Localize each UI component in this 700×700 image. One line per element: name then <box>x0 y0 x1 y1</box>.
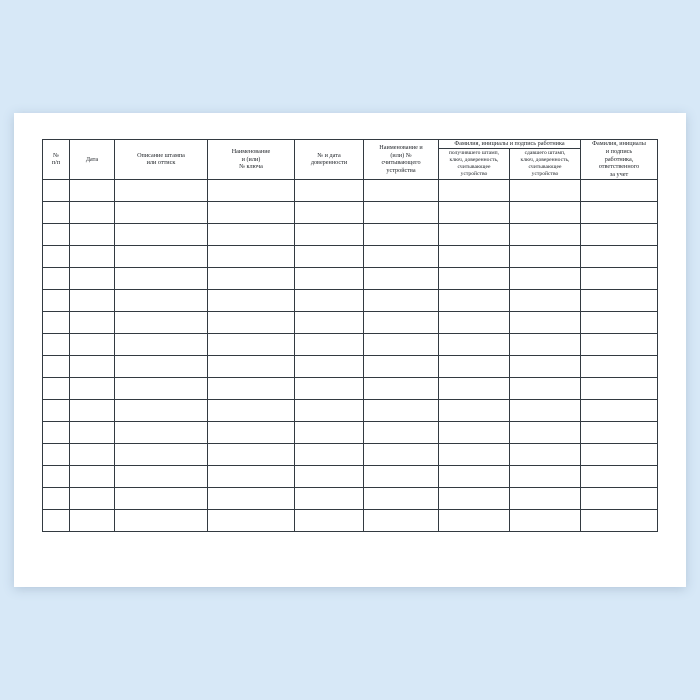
table-cell[interactable] <box>510 179 581 201</box>
table-cell[interactable] <box>208 509 295 531</box>
table-cell[interactable] <box>70 201 115 223</box>
table-cell[interactable] <box>208 487 295 509</box>
table-cell[interactable] <box>70 355 115 377</box>
table-row <box>43 487 658 509</box>
column-header-worker-giver: сдавшего штамп, ключ, доверенность, считывающее устройство <box>510 149 581 180</box>
table-cell[interactable] <box>581 333 658 355</box>
table-row <box>43 355 658 377</box>
table-cell[interactable] <box>295 465 364 487</box>
table-cell[interactable] <box>581 465 658 487</box>
table-cell[interactable] <box>208 355 295 377</box>
table-cell[interactable] <box>43 311 70 333</box>
table-cell[interactable] <box>295 509 364 531</box>
table-row <box>43 245 658 267</box>
table-cell[interactable] <box>208 311 295 333</box>
table-cell[interactable] <box>43 245 70 267</box>
table-row <box>43 377 658 399</box>
table-cell[interactable] <box>439 443 510 465</box>
table-cell[interactable] <box>115 487 208 509</box>
table-cell[interactable] <box>208 377 295 399</box>
table-cell[interactable] <box>364 421 439 443</box>
table-cell[interactable] <box>295 487 364 509</box>
table-cell[interactable] <box>581 201 658 223</box>
table-cell[interactable] <box>208 201 295 223</box>
table-cell[interactable] <box>43 465 70 487</box>
table-cell[interactable] <box>43 223 70 245</box>
table-cell[interactable] <box>295 289 364 311</box>
table-row <box>43 333 658 355</box>
table-cell[interactable] <box>439 465 510 487</box>
table-cell[interactable] <box>364 465 439 487</box>
table-cell[interactable] <box>115 443 208 465</box>
table-cell[interactable] <box>115 289 208 311</box>
table-cell[interactable] <box>439 509 510 531</box>
table-cell[interactable] <box>581 223 658 245</box>
table-cell[interactable] <box>70 223 115 245</box>
table-row <box>43 421 658 443</box>
table-cell[interactable] <box>364 311 439 333</box>
table-cell[interactable] <box>439 223 510 245</box>
table-cell[interactable] <box>115 267 208 289</box>
column-header-date: Дата <box>70 140 115 180</box>
table-cell[interactable] <box>510 311 581 333</box>
column-header-worker-receiver: получившего штамп, ключ, доверенность, считывающее устройство <box>439 149 510 180</box>
table-cell[interactable] <box>581 377 658 399</box>
table-cell[interactable] <box>581 245 658 267</box>
table-cell[interactable] <box>208 399 295 421</box>
table-cell[interactable] <box>581 289 658 311</box>
table-cell[interactable] <box>43 399 70 421</box>
table-cell[interactable] <box>115 311 208 333</box>
table-cell[interactable] <box>115 421 208 443</box>
table-header <box>43 140 658 180</box>
table-cell[interactable] <box>510 355 581 377</box>
table-cell[interactable] <box>510 201 581 223</box>
table-cell[interactable] <box>364 201 439 223</box>
journal-table-wrapper <box>42 139 658 532</box>
table-row <box>43 509 658 531</box>
paper-page <box>14 113 686 587</box>
table-cell[interactable] <box>439 201 510 223</box>
column-header-num: № п/п <box>43 140 70 180</box>
table-cell[interactable] <box>364 267 439 289</box>
table-row <box>43 289 658 311</box>
table-cell[interactable] <box>439 289 510 311</box>
table-cell[interactable] <box>439 399 510 421</box>
table-cell[interactable] <box>295 399 364 421</box>
table-cell[interactable] <box>295 333 364 355</box>
table-cell[interactable] <box>510 443 581 465</box>
table-cell[interactable] <box>364 399 439 421</box>
table-cell[interactable] <box>510 421 581 443</box>
table-cell[interactable] <box>115 399 208 421</box>
table-cell[interactable] <box>43 333 70 355</box>
table-cell[interactable] <box>115 179 208 201</box>
table-cell[interactable] <box>510 509 581 531</box>
table-cell[interactable] <box>208 333 295 355</box>
journal-table <box>42 139 658 532</box>
table-cell[interactable] <box>43 289 70 311</box>
table-cell[interactable] <box>43 377 70 399</box>
table-cell[interactable] <box>510 465 581 487</box>
table-cell[interactable] <box>70 311 115 333</box>
table-cell[interactable] <box>208 421 295 443</box>
table-cell[interactable] <box>439 421 510 443</box>
table-cell[interactable] <box>439 311 510 333</box>
table-cell[interactable] <box>115 355 208 377</box>
table-cell[interactable] <box>70 487 115 509</box>
column-header-keyname: Наименование и (или) № ключа <box>208 140 295 180</box>
table-cell[interactable] <box>581 311 658 333</box>
table-cell[interactable] <box>295 223 364 245</box>
table-cell[interactable] <box>439 267 510 289</box>
table-cell[interactable] <box>115 509 208 531</box>
table-cell[interactable] <box>115 333 208 355</box>
table-row <box>43 311 658 333</box>
table-cell[interactable] <box>364 443 439 465</box>
table-cell[interactable] <box>43 201 70 223</box>
table-cell[interactable] <box>510 245 581 267</box>
table-cell[interactable] <box>43 443 70 465</box>
table-cell[interactable] <box>295 245 364 267</box>
table-cell[interactable] <box>208 179 295 201</box>
table-cell[interactable] <box>364 179 439 201</box>
table-cell[interactable] <box>581 421 658 443</box>
table-row <box>43 201 658 223</box>
table-cell[interactable] <box>115 223 208 245</box>
table-cell[interactable] <box>364 377 439 399</box>
table-cell[interactable] <box>510 267 581 289</box>
table-cell[interactable] <box>510 333 581 355</box>
table-cell[interactable] <box>581 399 658 421</box>
table-cell[interactable] <box>208 267 295 289</box>
table-cell[interactable] <box>70 443 115 465</box>
table-cell[interactable] <box>43 509 70 531</box>
table-cell[interactable] <box>295 311 364 333</box>
column-header-stamp: Описание штампа или оттиск <box>115 140 208 180</box>
table-cell[interactable] <box>43 421 70 443</box>
table-cell[interactable] <box>581 179 658 201</box>
table-row <box>43 443 658 465</box>
table-row <box>43 465 658 487</box>
table-cell[interactable] <box>510 223 581 245</box>
table-cell[interactable] <box>364 333 439 355</box>
table-cell[interactable] <box>70 179 115 201</box>
table-body <box>43 179 658 531</box>
table-cell[interactable] <box>115 377 208 399</box>
table-cell[interactable] <box>439 487 510 509</box>
table-cell[interactable] <box>70 267 115 289</box>
table-cell[interactable] <box>295 421 364 443</box>
table-cell[interactable] <box>295 355 364 377</box>
table-cell[interactable] <box>364 355 439 377</box>
table-cell[interactable] <box>70 509 115 531</box>
table-cell[interactable] <box>439 179 510 201</box>
table-cell[interactable] <box>208 465 295 487</box>
table-cell[interactable] <box>70 333 115 355</box>
table-cell[interactable] <box>208 289 295 311</box>
table-cell[interactable] <box>295 267 364 289</box>
table-row <box>43 223 658 245</box>
table-cell[interactable] <box>295 201 364 223</box>
table-cell[interactable] <box>70 289 115 311</box>
table-cell[interactable] <box>70 399 115 421</box>
table-cell[interactable] <box>43 487 70 509</box>
table-cell[interactable] <box>581 509 658 531</box>
table-cell[interactable] <box>70 245 115 267</box>
table-cell[interactable] <box>439 377 510 399</box>
table-cell[interactable] <box>439 333 510 355</box>
table-cell[interactable] <box>115 245 208 267</box>
header-row-primary <box>43 140 658 149</box>
table-cell[interactable] <box>581 267 658 289</box>
table-cell[interactable] <box>581 443 658 465</box>
table-cell[interactable] <box>364 223 439 245</box>
table-cell[interactable] <box>295 443 364 465</box>
table-cell[interactable] <box>510 399 581 421</box>
table-cell[interactable] <box>43 267 70 289</box>
table-cell[interactable] <box>70 421 115 443</box>
table-cell[interactable] <box>364 509 439 531</box>
table-cell[interactable] <box>439 245 510 267</box>
table-row <box>43 179 658 201</box>
table-cell[interactable] <box>70 465 115 487</box>
table-row <box>43 399 658 421</box>
table-cell[interactable] <box>364 245 439 267</box>
table-cell[interactable] <box>581 487 658 509</box>
table-cell[interactable] <box>43 355 70 377</box>
table-cell[interactable] <box>208 245 295 267</box>
table-cell[interactable] <box>208 223 295 245</box>
table-cell[interactable] <box>510 289 581 311</box>
table-cell[interactable] <box>115 201 208 223</box>
table-cell[interactable] <box>295 179 364 201</box>
table-cell[interactable] <box>208 443 295 465</box>
table-cell[interactable] <box>295 377 364 399</box>
table-cell[interactable] <box>364 487 439 509</box>
column-header-accountant: Фамилия, инициалы и подпись работника, ответственного за учет <box>581 140 658 180</box>
table-cell[interactable] <box>43 179 70 201</box>
table-cell[interactable] <box>115 465 208 487</box>
column-header-worker-group: Фамилия, инициалы и подпись работника <box>439 140 581 149</box>
table-cell[interactable] <box>364 289 439 311</box>
column-header-proxy: № и дата доверенности <box>295 140 364 180</box>
table-cell[interactable] <box>439 355 510 377</box>
column-header-device: Наименование и (или) № считывающего устройства <box>364 140 439 180</box>
table-cell[interactable] <box>581 355 658 377</box>
table-cell[interactable] <box>510 487 581 509</box>
table-cell[interactable] <box>70 377 115 399</box>
table-row <box>43 267 658 289</box>
table-cell[interactable] <box>510 377 581 399</box>
